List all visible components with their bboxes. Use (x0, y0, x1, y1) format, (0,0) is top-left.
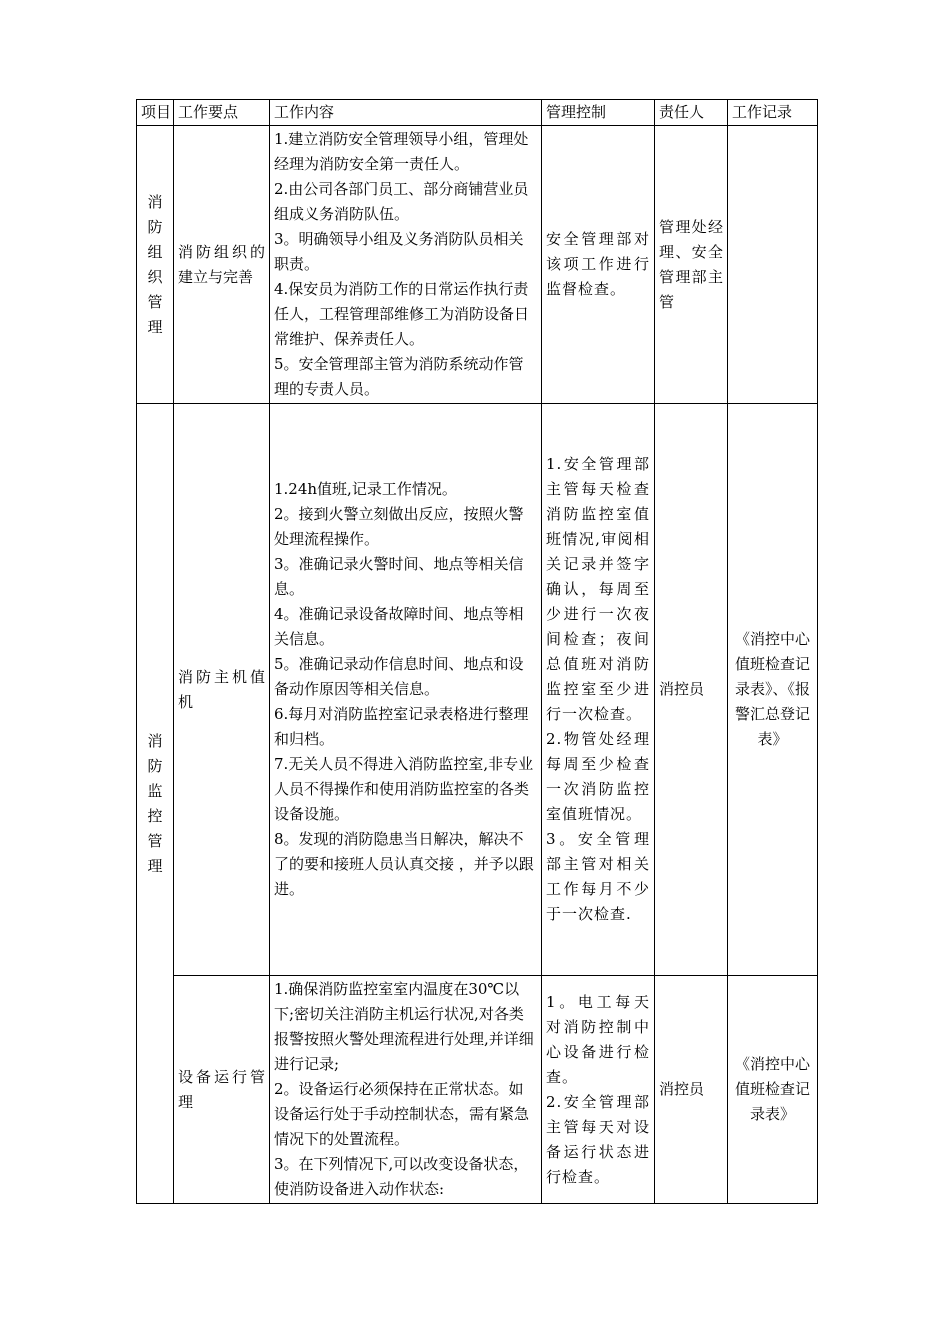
project-cell (137, 404, 174, 1204)
header-responsible: 责任人 (655, 100, 728, 126)
header-row (137, 100, 818, 126)
work-table (136, 99, 818, 1204)
control-item: 2.物管处经理每周至少检查一次消防监控室值班情况。 (546, 730, 650, 823)
content-item: 2。设备运行必须保持在正常状态。如设备运行处于手动控制状态，需有紧急情况下的处置流程。 (274, 1080, 530, 1148)
control-cell (542, 976, 655, 1204)
content-item: 4。准确记录设备故障时间、地点等相关信息。 (274, 605, 524, 648)
table-row (137, 976, 818, 1204)
content-item: 6.每月对消防监控室记录表格进行整理和归档。 (274, 705, 529, 748)
control-cell (542, 404, 655, 976)
table-row (137, 126, 818, 404)
point-cell: 消防主机值机 (174, 404, 270, 976)
project-label: 消防监控管理 (147, 731, 163, 875)
content-cell (270, 404, 542, 976)
content-item: 8。发现的消防隐患当日解决，解决不了的要和接班人员认真交接 ，并予以跟进。 (274, 830, 534, 898)
control-item: 1。电工每天对消防控制中心设备进行检查。 (546, 992, 650, 1086)
content-item: 2.由公司各部门员工、部分商铺营业员组成义务消防队伍。 (274, 180, 529, 223)
content-item: 2。接到火警立刻做出反应，按照火警处理流程操作。 (274, 505, 524, 548)
control-item: 2.安全管理部主管每天对设备运行状态进行检查。 (546, 1092, 650, 1186)
header-content: 工作内容 (270, 100, 542, 126)
content-item: 5。安全管理部主管为消防系统动作管理的专责人员。 (274, 355, 524, 398)
content-cell (270, 976, 542, 1204)
point-cell: 消防组织的建立与完善 (174, 126, 270, 404)
header-point: 工作要点 (174, 100, 270, 126)
content-item: 3。准确记录火警时间、地点等相关信息。 (274, 555, 524, 598)
control-item: 3。安全管理部主管对相关工作每月不少于一次检查. (546, 830, 650, 923)
control-cell (542, 126, 655, 404)
content-cell (270, 126, 542, 404)
responsible-cell: 消控员 (655, 976, 728, 1204)
content-item: 5。准确记录动作信息时间、地点和设备动作原因等相关信息。 (274, 655, 524, 698)
responsible-cell: 管理处经理、安全管理部主管 (655, 126, 728, 404)
content-item: 3。明确领导小组及义务消防队员相关职责。 (274, 230, 524, 273)
point-cell: 设备运行管理 (174, 976, 270, 1204)
project-cell (137, 126, 174, 404)
content-item: 1.建立消防安全管理领导小组，管理处经理为消防安全第一责任人。 (274, 130, 529, 173)
responsible-cell: 消控员 (655, 404, 728, 976)
record-cell (728, 126, 818, 404)
control-item: 安全管理部对该项工作进行监督检查。 (546, 230, 650, 298)
header-control: 管理控制 (542, 100, 655, 126)
record-cell: 《消控中心值班检查记录表》、《报警汇总登记表》 (728, 404, 818, 976)
header-record: 工作记录 (728, 100, 818, 126)
content-item: 7.无关人员不得进入消防监控室,非专业人员不得操作和使用消防监控室的各类设备设施。 (274, 755, 534, 823)
content-item: 4.保安员为消防工作的日常运作执行责任人，工程管理部维修工为消防设备日常维护、保养责任人。 (274, 280, 530, 348)
table-row (137, 404, 818, 976)
content-item: 3。在下列情况下,可以改变设备状态，使消防设备进入动作状态: (274, 1155, 529, 1198)
control-item: 1.安全管理部主管每天检查消防监控室值班情况,审阅相关记录并签字确认，每周至少进行一次夜间检查；夜间总值班对消防监控室至少进行一次检查。 (546, 455, 650, 723)
content-item: 1.确保消防监控室室内温度在30℃以下;密切关注消防主机运行状况,对各类报警按照火警处理流程进行处理,并详细进行记录; (274, 980, 534, 1073)
content-item: 1.24h值班,记录工作情况。 (274, 480, 457, 498)
header-project: 项目 (137, 100, 174, 126)
record-cell: 《消控中心值班检查记录表》 (728, 976, 818, 1204)
project-label: 消防组织管理 (147, 192, 163, 336)
